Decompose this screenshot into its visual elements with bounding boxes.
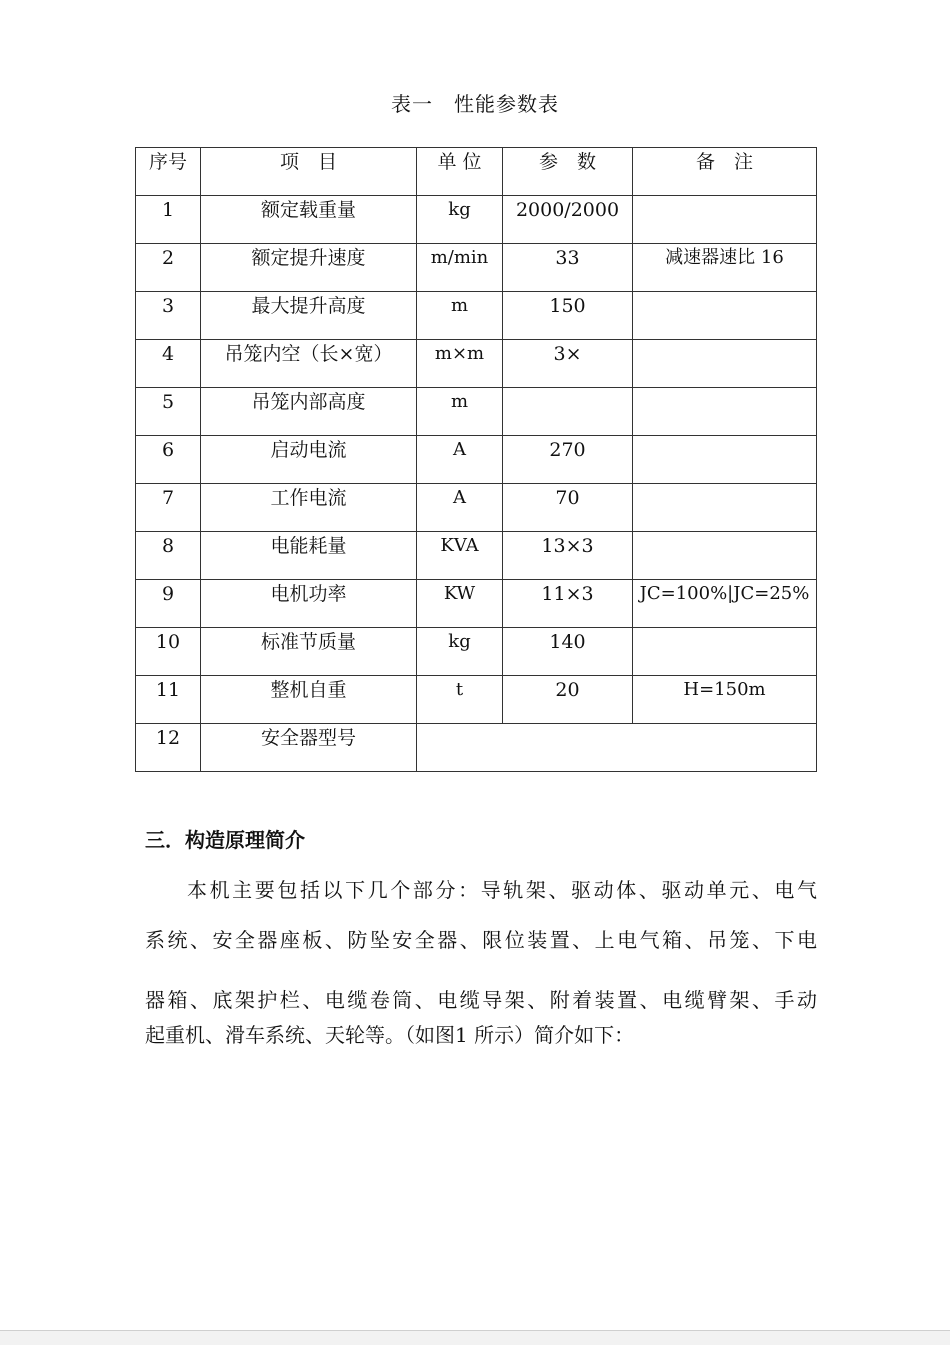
row-value: 150	[503, 292, 633, 340]
page-bottom-edge	[0, 1330, 950, 1345]
table-row	[136, 244, 817, 292]
row-unit: KVA	[417, 532, 503, 580]
row-item: 工作电流	[201, 484, 417, 532]
row-item: 电机功率	[201, 580, 417, 628]
row-value	[503, 388, 633, 436]
row-item: 电能耗量	[201, 532, 417, 580]
row-item: 额定提升速度	[201, 244, 417, 292]
row-no: 10	[136, 628, 201, 676]
table-row	[136, 676, 817, 724]
row-no: 1	[136, 196, 201, 244]
paragraph-line: 器箱、底架护栏、电缆卷筒、电缆导架、附着装置、电缆臂架、手动	[145, 988, 817, 1012]
row-item: 吊笼内部高度	[201, 388, 417, 436]
row-no: 4	[136, 340, 201, 388]
row-remark	[633, 436, 817, 484]
row-remark: 减速器速比 16	[633, 244, 817, 292]
table-row	[136, 724, 817, 772]
row-no: 11	[136, 676, 201, 724]
row-value: 70	[503, 484, 633, 532]
row-no: 8	[136, 532, 201, 580]
header-unit: 单 位	[417, 148, 503, 196]
table-row	[136, 340, 817, 388]
table-row	[136, 196, 817, 244]
row-value: 11×3	[503, 580, 633, 628]
table-row	[136, 580, 817, 628]
row-remark: JC=100%|JC=25%	[633, 580, 817, 628]
table-title: 表一 性能参数表	[391, 92, 559, 116]
row-unit: t	[417, 676, 503, 724]
table-row	[136, 628, 817, 676]
row-remark	[633, 292, 817, 340]
row-item: 标准节质量	[201, 628, 417, 676]
paragraph-line: 系统、安全器座板、防坠安全器、限位装置、上电气箱、吊笼、下电	[145, 928, 817, 952]
row-remark: H=150m	[633, 676, 817, 724]
header-remark: 备 注	[633, 148, 817, 196]
row-unit: kg	[417, 196, 503, 244]
header-value: 参 数	[503, 148, 633, 196]
header-item: 项 目	[201, 148, 417, 196]
row-item: 最大提升高度	[201, 292, 417, 340]
table-row	[136, 292, 817, 340]
row-item: 吊笼内空（长×宽）	[201, 340, 417, 388]
row-item: 额定载重量	[201, 196, 417, 244]
paragraph-line: 起重机、滑车系统、天轮等。（如图1 所示）简介如下：	[145, 1023, 635, 1047]
row-unit: KW	[417, 580, 503, 628]
row-value: 2000/2000	[503, 196, 633, 244]
table-row	[136, 484, 817, 532]
row-unit: A	[417, 436, 503, 484]
row-unit: A	[417, 484, 503, 532]
table-header-row	[136, 148, 817, 196]
row-value: 3×	[503, 340, 633, 388]
section-heading: 三．构造原理简介	[145, 828, 305, 852]
row-unit: m	[417, 292, 503, 340]
row-remark	[633, 484, 817, 532]
table-row	[136, 532, 817, 580]
row-no: 7	[136, 484, 201, 532]
row-unit: m×m	[417, 340, 503, 388]
row-unit: m	[417, 388, 503, 436]
row-item: 启动电流	[201, 436, 417, 484]
row-remark	[633, 388, 817, 436]
row-no: 3	[136, 292, 201, 340]
paragraph-line: 本机主要包括以下几个部分：导轨架、驱动体、驱动单元、电气	[187, 878, 817, 902]
row-unit: m/min	[417, 244, 503, 292]
row-value: 270	[503, 436, 633, 484]
row-remark	[633, 628, 817, 676]
row-remark	[633, 340, 817, 388]
row-merged-cell	[417, 724, 817, 772]
row-remark	[633, 196, 817, 244]
row-no: 5	[136, 388, 201, 436]
row-item: 整机自重	[201, 676, 417, 724]
table-row	[136, 436, 817, 484]
row-item: 安全器型号	[201, 724, 417, 772]
table-row	[136, 388, 817, 436]
row-value: 20	[503, 676, 633, 724]
row-value: 140	[503, 628, 633, 676]
row-no: 2	[136, 244, 201, 292]
parameter-table	[135, 147, 817, 772]
row-unit: kg	[417, 628, 503, 676]
row-no: 6	[136, 436, 201, 484]
row-value: 33	[503, 244, 633, 292]
row-no: 12	[136, 724, 201, 772]
header-no: 序号	[136, 148, 201, 196]
row-value: 13×3	[503, 532, 633, 580]
row-no: 9	[136, 580, 201, 628]
row-remark	[633, 532, 817, 580]
